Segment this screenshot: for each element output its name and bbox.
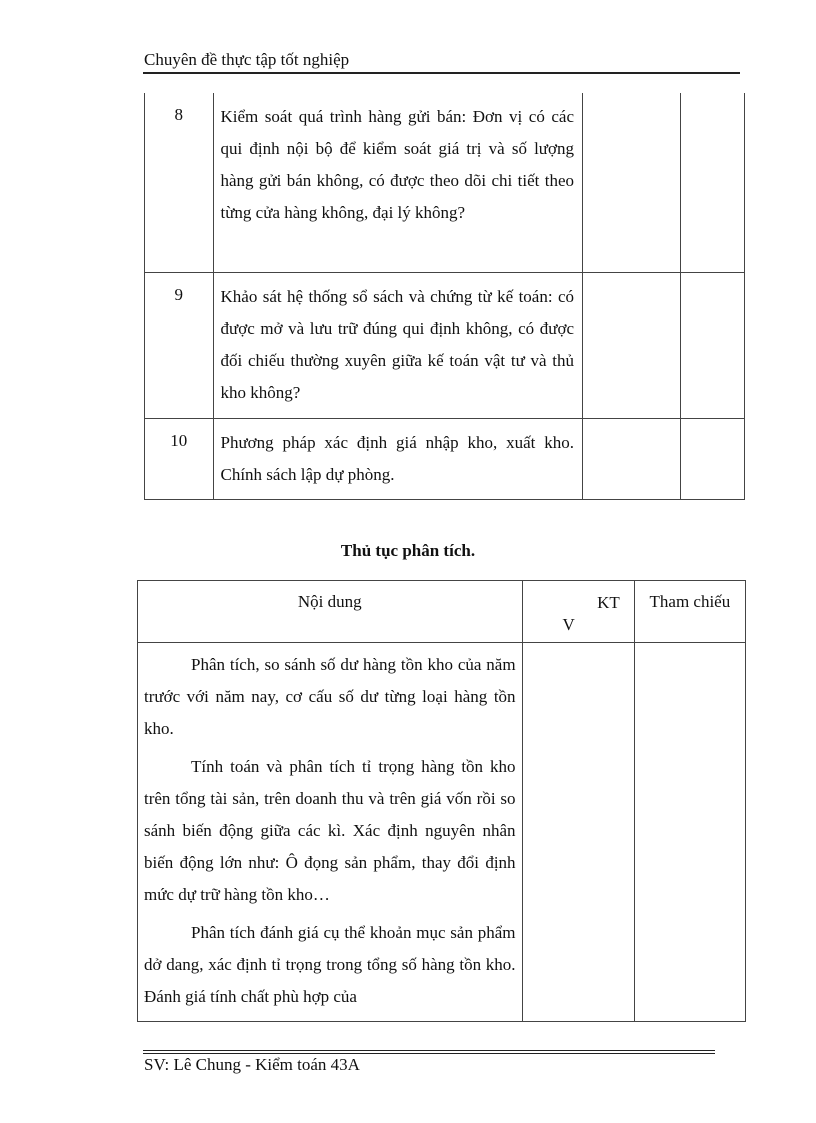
reference-column-header: Tham chiếu bbox=[634, 581, 745, 643]
ktv-header-line2: V bbox=[562, 615, 575, 634]
section-title: Thủ tục phân tích. bbox=[340, 541, 476, 560]
row-number: 8 bbox=[145, 93, 214, 272]
table-row bbox=[138, 643, 746, 1022]
empty-cell bbox=[681, 272, 745, 418]
page-header: Chuyên đề thực tập tốt nghiệp bbox=[144, 50, 350, 69]
empty-cell bbox=[583, 93, 681, 272]
table-row bbox=[145, 93, 745, 272]
page-footer: SV: Lê Chung - Kiểm toán 43A bbox=[144, 1055, 360, 1074]
table-header-row bbox=[138, 581, 746, 643]
control-checklist-table bbox=[144, 93, 745, 500]
table-row bbox=[145, 418, 745, 499]
row-text: Khảo sát hệ thống sổ sách và chứng từ kế toán: có được mở và lưu trữ đúng qui định không, có được đối chiếu thường xuyên giữa kế toán vật tư và thủ kho không? bbox=[213, 272, 583, 418]
empty-cell bbox=[681, 93, 745, 272]
empty-cell bbox=[522, 643, 634, 1022]
analysis-procedure-table bbox=[137, 580, 746, 1022]
paragraph: Phân tích, so sánh số dư hàng tồn kho của năm trước với năm nay, cơ cấu số dư từng loại hàng tồn kho. bbox=[144, 655, 516, 738]
paragraph: Phân tích đánh giá cụ thể khoản mục sản phẩm dở dang, xác định tỉ trọng trong tổng số hàng tồn kho. Đánh giá tính chất phù hợp của bbox=[144, 923, 516, 1006]
table-row bbox=[145, 272, 745, 418]
row-text: Phương pháp xác định giá nhập kho, xuất kho. Chính sách lập dự phòng. bbox=[213, 418, 583, 499]
content-cell bbox=[138, 643, 523, 1022]
empty-cell bbox=[634, 643, 745, 1022]
footer-divider bbox=[143, 1053, 715, 1054]
row-number: 10 bbox=[145, 418, 214, 499]
row-number: 9 bbox=[145, 272, 214, 418]
content-column-header: Nội dung bbox=[138, 581, 523, 643]
ktv-header-line1: KT bbox=[597, 593, 620, 612]
footer-divider bbox=[143, 1050, 715, 1051]
row-text: Kiểm soát quá trình hàng gửi bán: Đơn vị có các qui định nội bộ để kiểm soát giá trị và số lượng hàng gửi bán không, có được theo dõi chi tiết theo từng cửa hàng không, đại lý không? bbox=[213, 93, 583, 272]
empty-cell bbox=[583, 418, 681, 499]
paragraph: Tính toán và phân tích tỉ trọng hàng tồn kho trên tổng tài sản, trên doanh thu và trên giá vốn rồi so sánh biến động giữa các kì. Xác định nguyên nhân biến động lớn như: Ô đọng sản phẩm, thay đổi định mức dự trữ hàng tồn kho… bbox=[144, 757, 516, 904]
empty-cell bbox=[583, 272, 681, 418]
header-divider bbox=[143, 72, 740, 74]
empty-cell bbox=[681, 418, 745, 499]
ktv-column-header bbox=[522, 581, 634, 643]
